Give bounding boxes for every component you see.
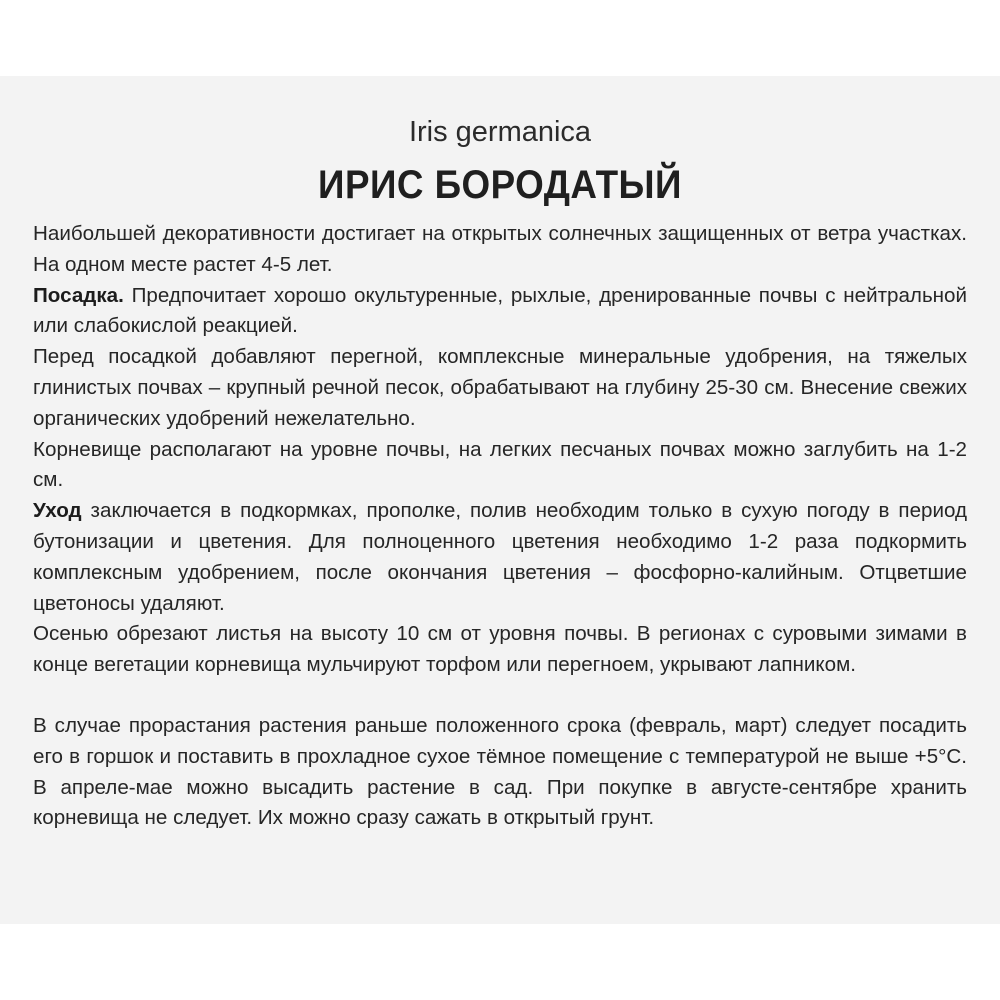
paragraph-text: Осенью обрезают листья на высоту 10 см от уровня почвы. В регионах с суровыми зимами в конце вегетации корневища мульчируют торфом или перегноем, укрывают лапником. [33, 622, 967, 677]
page-title: ИРИС БОРОДАТЫЙ [318, 163, 682, 207]
latin-name: Iris germanica [408, 116, 592, 148]
text-body [33, 219, 967, 834]
paragraph-planting [33, 281, 967, 343]
paragraph-care [33, 496, 967, 619]
paragraph-early-sprouting [33, 711, 967, 834]
paragraph-text: Наибольшей декоративности достигает на открытых солнечных защищенных от ветра участках. На одном месте растет 4-5 лет. [33, 222, 967, 276]
section-label-planting: Посадка. [33, 283, 124, 307]
paragraph-autumn [33, 619, 967, 681]
instruction-card [0, 76, 1000, 924]
paragraph-preparation [33, 342, 967, 434]
paragraph-text: Предпочитает хорошо окультуренные, рыхлые, дренированные почвы с нейтральной или слабокислой реакцией. [33, 283, 967, 338]
paragraph-text: Корневище располагают на уровне почвы, на легких песчаных почвах можно заглубить на 1-2 см. [33, 437, 967, 492]
paragraph-spacer [33, 681, 967, 711]
paragraph-rhizome [33, 435, 967, 497]
paragraph-intro [33, 219, 967, 281]
section-label-care: Уход [33, 499, 82, 523]
paragraph-text: Перед посадкой добавляют перегной, комплексные минеральные удобрения, на тяжелых глинистых почвах – крупный речной песок, обрабатывают на глубину 25-30 см. Внесение свежих органических удобрений нежелательно. [33, 345, 967, 430]
paragraph-text: заключается в подкормках, прополке, полив необходим только в сухую погоду в период бутонизации и цветения. Для полноценного цветения необходимо 1-2 раза подкормить комплексным удобрением, после окончания цветения – фосфорно-калийным. Отцветшие цветоносы удаляют. [33, 499, 967, 615]
paragraph-text: В случае прорастания растения раньше положенного срока (февраль, март) следует посадить его в горшок и поставить в прохладное сухое тёмное помещение с температурой не выше +5°С. В апреле-мае можно высадить растение в сад. При покупке в августе-сентябре хранить корневища не следует. Их можно сразу сажать в открытый грунт. [33, 713, 967, 830]
